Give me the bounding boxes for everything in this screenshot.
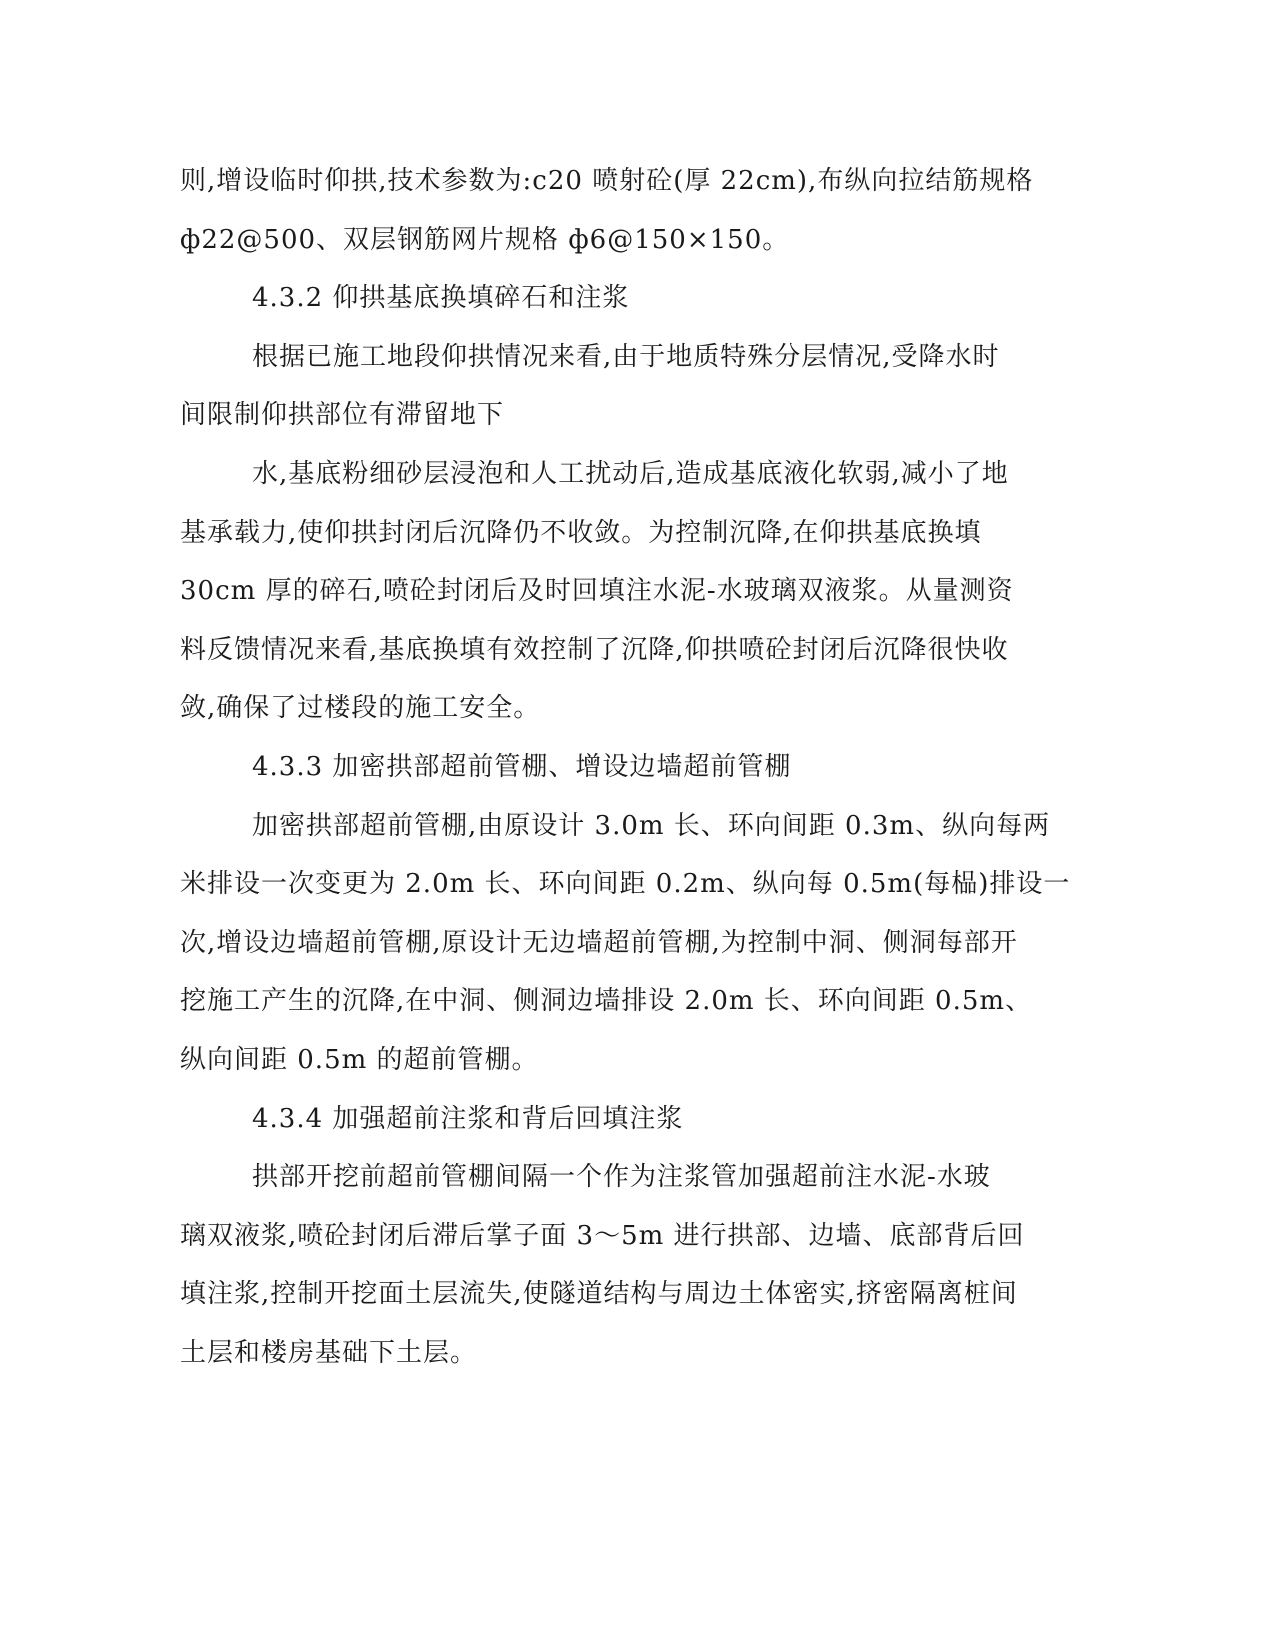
text-line: 30cm 厚的碎石,喷砼封闭后及时回填注水泥-水玻璃双液浆。从量测资 xyxy=(180,576,1014,606)
text-line: 拱部开挖前超前管棚间隔一个作为注浆管加强超前注水泥-水玻 xyxy=(252,1162,991,1192)
text-line: 加密拱部超前管棚,由原设计 3.0m 长、环向间距 0.3m、纵向每两 xyxy=(252,811,1051,841)
text-line: ф22@500、双层钢筋网片规格 ф6@150×150。 xyxy=(180,225,790,255)
text-line: 根据已施工地段仰拱情况来看,由于地质特殊分层情况,受降水时 xyxy=(252,342,1000,372)
text-line: 料反馈情况来看,基底换填有效控制了沉降,仰拱喷砼封闭后沉降很快收 xyxy=(180,635,1009,665)
text-line: 米排设一次变更为 2.0m 长、环向间距 0.2m、纵向每 0.5m(每榀)排设一 xyxy=(180,869,1071,899)
text-line: 水,基底粉细砂层浸泡和人工扰动后,造成基底液化软弱,减小了地 xyxy=(252,459,1009,489)
text-line: 敛,确保了过楼段的施工安全。 xyxy=(180,693,541,723)
text-line: 土层和楼房基础下土层。 xyxy=(180,1338,478,1368)
text-line: 纵向间距 0.5m 的超前管棚。 xyxy=(180,1045,539,1075)
section-heading-4-3-3: 4.3.3 加密拱部超前管棚、增设边墙超前管棚 xyxy=(252,752,792,782)
text-line: 次,增设边墙超前管棚,原设计无边墙超前管棚,为控制中洞、侧洞每部开 xyxy=(180,928,1018,958)
section-heading-4-3-2: 4.3.2 仰拱基底换填碎石和注浆 xyxy=(252,283,630,313)
text-line: 基承载力,使仰拱封闭后沉降仍不收敛。为控制沉降,在仰拱基底换填 xyxy=(180,518,982,548)
text-line: 璃双液浆,喷砼封闭后滞后掌子面 3～5m 进行拱部、边墙、底部背后回 xyxy=(180,1221,1025,1251)
text-line: 挖施工产生的沉降,在中洞、侧洞边墙排设 2.0m 长、环向间距 0.5m、 xyxy=(180,986,1033,1016)
text-line: 则,增设临时仰拱,技术参数为:c20 喷射砼(厚 22cm),布纵向拉结筋规格 xyxy=(180,166,1034,196)
text-line: 间限制仰拱部位有滞留地下 xyxy=(180,400,505,430)
section-heading-4-3-4: 4.3.4 加强超前注浆和背后回填注浆 xyxy=(252,1104,684,1134)
text-line: 填注浆,控制开挖面土层流失,使隧道结构与周边土体密实,挤密隔离桩间 xyxy=(180,1279,1018,1309)
